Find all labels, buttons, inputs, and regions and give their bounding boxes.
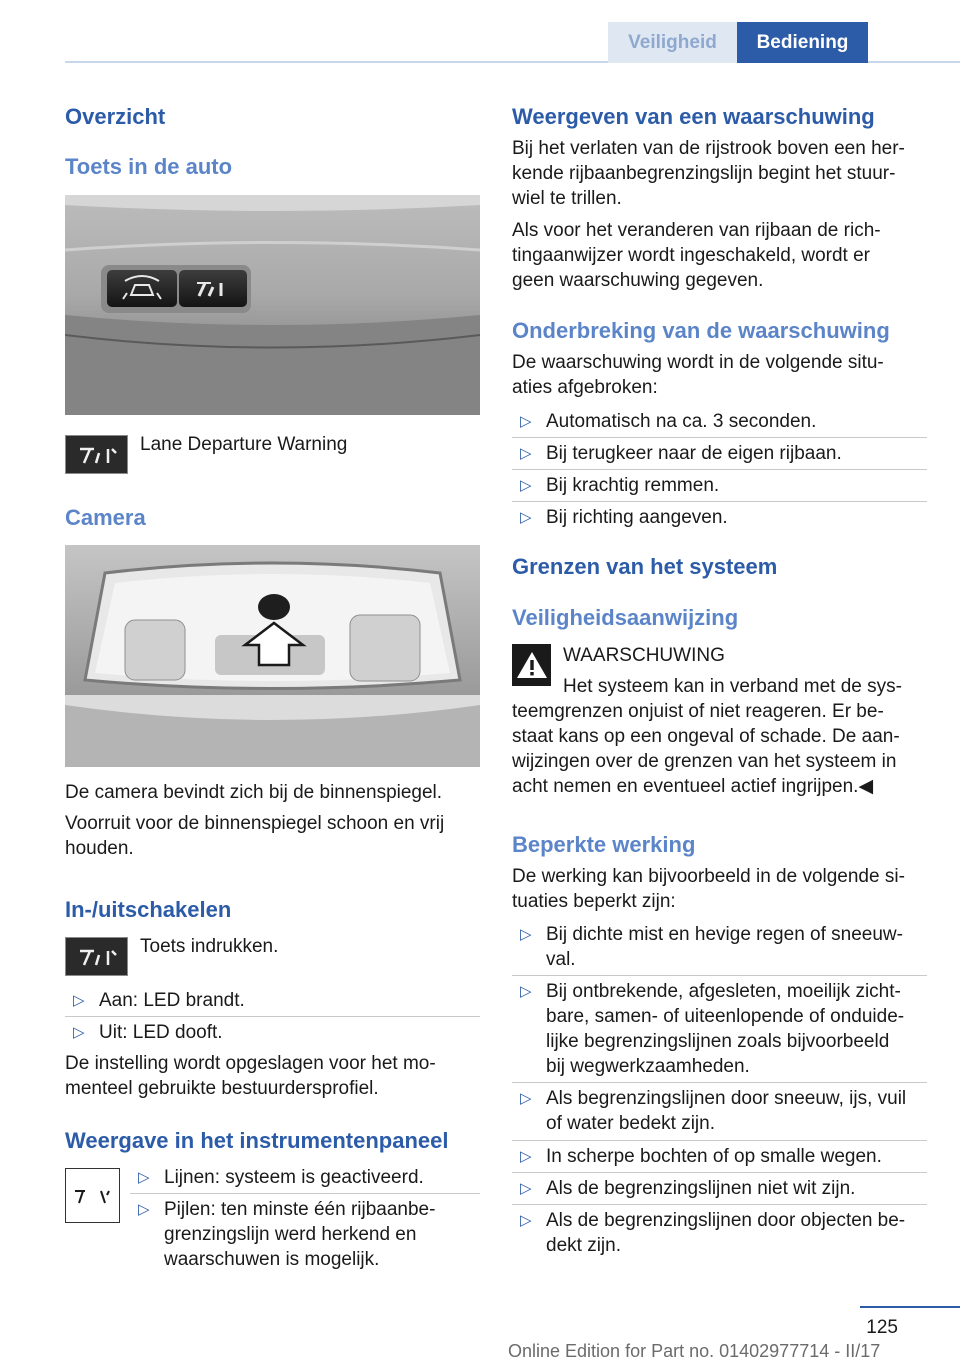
heading-overzicht: Overzicht bbox=[65, 104, 166, 129]
footer-rule bbox=[860, 1306, 960, 1308]
list-item-cont: bij wegwerkzaamheden. bbox=[546, 1056, 750, 1077]
car-buttons-photo bbox=[65, 195, 480, 415]
setting-line2: menteel gebruikte bestuurdersprofiel. bbox=[65, 1078, 379, 1099]
heading-onderbreking: Onderbreking van de waarschuwing bbox=[512, 318, 890, 343]
list-item: ▷ Bij dichte mist en hevige regen of sneeuw- bbox=[520, 924, 903, 945]
heading-camera: Camera bbox=[65, 505, 146, 530]
list-item-cont: bare, samen- of uiteenlopende of onduide- bbox=[546, 1006, 905, 1027]
heading-weergeven-waarschuwing: Weergeven van een waarschuwing bbox=[512, 104, 875, 129]
richting-line: geen waarschuwing gegeven. bbox=[512, 270, 764, 291]
richting-line: tingaanwijzer wordt ingeschakeld, wordt er bbox=[512, 245, 871, 266]
list-item-cont: of water bedekt zijn. bbox=[546, 1113, 715, 1134]
warning-line: wijzingen over de grenzen van het systeem in bbox=[512, 751, 897, 772]
list-item: ▷ Uit: LED dooft. bbox=[73, 1022, 223, 1043]
triangle-right-icon: ▷ bbox=[520, 445, 532, 462]
onderbreking-line: De waarschuwing wordt in de volgende situ- bbox=[512, 352, 884, 373]
list-item: ▷ Als de begrenzingslijnen niet wit zijn. bbox=[520, 1178, 856, 1199]
camera-photo bbox=[65, 545, 480, 767]
divider bbox=[512, 1140, 927, 1141]
divider bbox=[512, 501, 927, 502]
display-lines-icon bbox=[65, 1168, 120, 1223]
weergeven-line: kende rijbaanbegrenzingslijn begint het stuur- bbox=[512, 163, 896, 184]
weergeven-line: Bij het verlaten van de rijstrook boven een her- bbox=[512, 138, 905, 159]
triangle-right-icon: ▷ bbox=[520, 926, 532, 943]
divider bbox=[512, 1082, 927, 1083]
triangle-right-icon: ▷ bbox=[138, 1169, 150, 1186]
triangle-right-icon: ▷ bbox=[520, 1148, 532, 1165]
triangle-right-icon: ▷ bbox=[520, 509, 532, 526]
camera-clean-line2: houden. bbox=[65, 838, 134, 859]
beperkte-line: tuaties beperkt zijn: bbox=[512, 891, 676, 912]
list-item-cont: grenzingslijn werd herkend en bbox=[164, 1224, 417, 1245]
onderbreking-line: aties afgebroken: bbox=[512, 377, 658, 398]
list-item: ▷ Bij ontbrekende, afgesleten, moeilijk zicht- bbox=[520, 981, 901, 1002]
list-item: ▷ Bij terugkeer naar de eigen rijbaan. bbox=[520, 443, 842, 464]
weergeven-line: wiel te trillen. bbox=[512, 188, 622, 209]
in-uit-caption: Toets indrukken. bbox=[140, 936, 279, 957]
icon-caption: Lane Departure Warning bbox=[140, 434, 348, 455]
divider bbox=[512, 1172, 927, 1173]
triangle-right-icon: ▷ bbox=[138, 1201, 150, 1218]
list-item: ▷ Bij richting aangeven. bbox=[520, 507, 728, 528]
triangle-right-icon: ▷ bbox=[520, 1212, 532, 1229]
triangle-right-icon: ▷ bbox=[520, 477, 532, 494]
warning-line: staat kans op een ongeval of schade. De aan- bbox=[512, 726, 900, 747]
triangle-right-icon: ▷ bbox=[73, 992, 85, 1009]
list-item-cont: val. bbox=[546, 949, 576, 970]
tab-bediening[interactable]: Bediening bbox=[737, 22, 868, 63]
list-item-cont: dekt zijn. bbox=[546, 1235, 621, 1256]
lane-departure-icon bbox=[65, 435, 128, 474]
beperkte-line: De werking kan bijvoorbeeld in de volgende si- bbox=[512, 866, 905, 887]
edition-text: Online Edition for Part no. 01402977714 - II/17 bbox=[508, 1341, 881, 1361]
divider bbox=[65, 1016, 480, 1017]
heading-in-uitschakelen: In-/uitschakelen bbox=[65, 897, 232, 922]
list-item: ▷ Pijlen: ten minste één rijbaanbe- bbox=[138, 1199, 436, 1220]
list-item: ▷ Bij krachtig remmen. bbox=[520, 475, 720, 496]
list-item-cont: waarschuwen is mogelijk. bbox=[164, 1249, 380, 1270]
list-item: ▷ In scherpe bochten of op smalle wegen. bbox=[520, 1146, 882, 1167]
warning-title: WAARSCHUWING bbox=[563, 645, 725, 666]
camera-clean-line1: Voorruit voor de binnenspiegel schoon en vrij bbox=[65, 813, 445, 834]
camera-location-text: De camera bevindt zich bij de binnenspiegel. bbox=[65, 782, 443, 803]
divider bbox=[130, 1193, 480, 1194]
heading-weergave-instrumentenpaneel: Weergave in het instrumentenpaneel bbox=[65, 1128, 449, 1153]
divider bbox=[512, 1204, 927, 1205]
divider bbox=[512, 437, 927, 438]
richting-line: Als voor het veranderen van rijbaan de rich- bbox=[512, 220, 881, 241]
warning-line: teemgrenzen onjuist of niet reageren. Er be- bbox=[512, 701, 884, 722]
list-item: ▷ Als begrenzingslijnen door sneeuw, ijs, vuil bbox=[520, 1088, 907, 1109]
warning-triangle-icon bbox=[512, 644, 551, 686]
list-item: ▷ Lijnen: systeem is geactiveerd. bbox=[138, 1167, 424, 1188]
triangle-right-icon: ▷ bbox=[73, 1024, 85, 1041]
lane-departure-button-icon bbox=[65, 937, 128, 976]
triangle-right-icon: ▷ bbox=[520, 1090, 532, 1107]
triangle-right-icon: ▷ bbox=[520, 413, 532, 430]
list-item: ▷ Als de begrenzingslijnen door objecten be- bbox=[520, 1210, 906, 1231]
triangle-right-icon: ▷ bbox=[520, 983, 532, 1000]
heading-beperkte-werking: Beperkte werking bbox=[512, 832, 696, 857]
warning-line: Het systeem kan in verband met de sys- bbox=[563, 676, 902, 697]
page-number: 125 bbox=[866, 1317, 898, 1338]
tab-veiligheid[interactable]: Veiligheid bbox=[608, 22, 737, 63]
list-item: ▷ Aan: LED brandt. bbox=[73, 990, 245, 1011]
setting-line1: De instelling wordt opgeslagen voor het mo- bbox=[65, 1053, 436, 1074]
list-item: ▷ Automatisch na ca. 3 seconden. bbox=[520, 411, 817, 432]
list-item-cont: lijke begrenzingslijnen zoals bijvoorbeeld bbox=[546, 1031, 890, 1052]
triangle-right-icon: ▷ bbox=[520, 1180, 532, 1197]
heading-grenzen: Grenzen van het systeem bbox=[512, 554, 778, 579]
warning-line: acht nemen en eventueel actief ingrijpen.◀ bbox=[512, 776, 874, 797]
heading-veiligheidsaanwijzing: Veiligheidsaanwijzing bbox=[512, 605, 739, 630]
divider bbox=[512, 975, 927, 976]
divider bbox=[512, 469, 927, 470]
heading-toets-in-de-auto: Toets in de auto bbox=[65, 154, 233, 179]
